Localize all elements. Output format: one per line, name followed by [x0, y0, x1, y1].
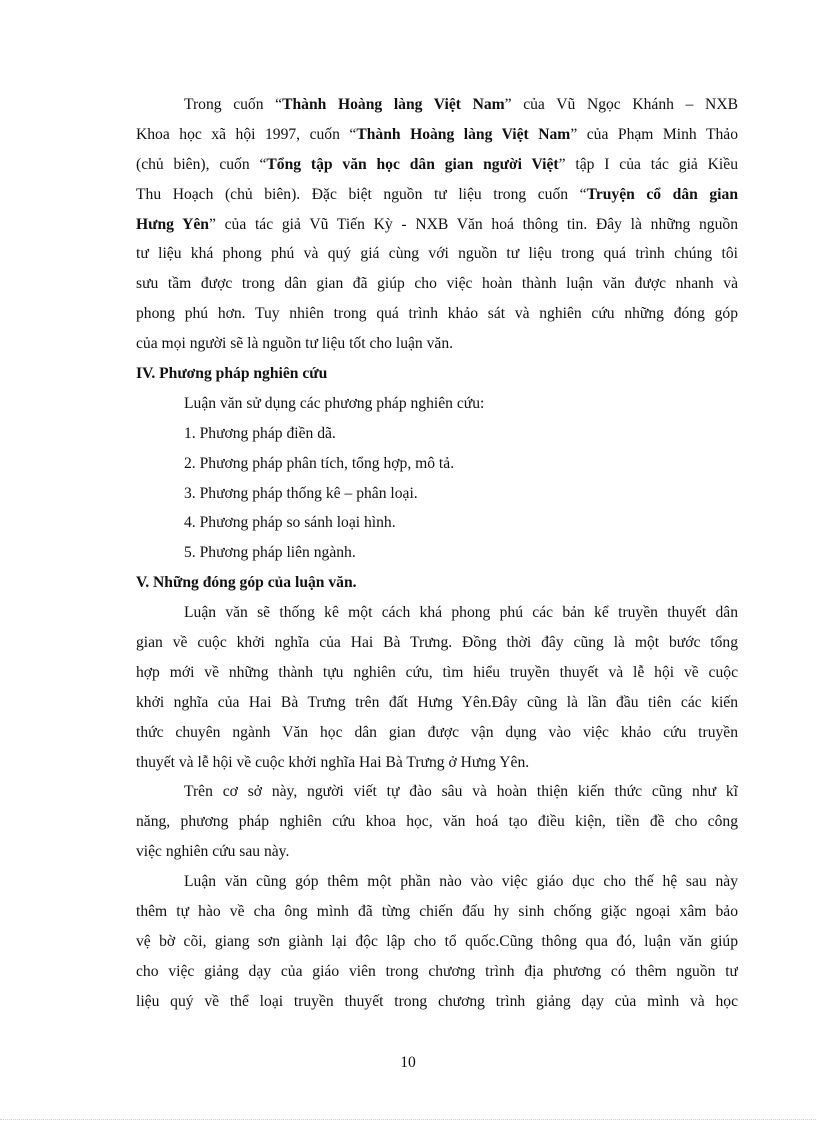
- method-item: 1. Phương pháp điền dã.: [184, 424, 336, 442]
- paragraph-line: thêm tự hào về cha ông mình đã từng chiến đấu hy sinh chống giặc ngoại xâm bảo: [136, 903, 738, 921]
- method-item: 4. Phương pháp so sánh loại hình.: [184, 514, 396, 532]
- paragraph-line: Trong cuốn “Thành Hoàng làng Việt Nam” của Vũ Ngọc Khánh – NXB: [184, 96, 738, 113]
- paragraph-line: việc nghiên cứu sau này.: [136, 843, 290, 861]
- paragraph-line: của mọi người sẽ là nguồn tư liệu tốt cho luận văn.: [136, 335, 454, 353]
- paragraph-line: liệu quý về thể loại truyền thuyết trong chương trình giảng dạy của mình và học: [136, 992, 738, 1010]
- method-item: 2. Phương pháp phân tích, tổng hợp, mô tả.: [184, 454, 455, 472]
- paragraph-line: Hưng Yên” của tác giả Vũ Tiến Kỳ - NXB Văn hoá thông tin. Đây là những nguồn: [136, 215, 738, 233]
- methods-intro: Luận văn sử dụng các phương pháp nghiên cứu:: [184, 394, 485, 412]
- page-bottom-divider: [0, 1119, 816, 1120]
- paragraph-line: Luận văn sẽ thống kê một cách khá phong phú các bản kể truyền thuyết dân: [184, 604, 738, 622]
- paragraph-line: Thu Hoạch (chủ biên). Đặc biệt nguồn tư liệu trong cuốn “Truyện cổ dân gian: [136, 185, 738, 203]
- paragraph-line: tư liệu khá phong phú và quý giá cùng với nguồn tư liệu trong quá trình chúng tôi: [136, 245, 738, 263]
- book-title: Truyện cổ dân gian: [586, 185, 738, 203]
- paragraph-line: Trên cơ sở này, người viết tự đào sâu và hoàn thiện kiến thức cũng như kĩ: [184, 783, 738, 801]
- paragraph-line: năng, phương pháp nghiên cứu khoa học, văn hoá tạo điều kiện, tiền đề cho công: [136, 813, 738, 831]
- paragraph-line: hợp mới về những thành tựu nghiên cứu, tìm hiểu truyền thuyết và lễ hội về cuộc: [136, 663, 738, 681]
- paragraph-line: khởi nghĩa của Hai Bà Trưng trên đất Hưng Yên.Đây cũng là lần đầu tiên các kiến: [136, 693, 738, 711]
- paragraph-line: vệ bờ cõi, giang sơn giành lại độc lập cho tổ quốc.Cũng thông qua đó, luận văn giúp: [136, 932, 738, 950]
- book-title: Hưng Yên: [136, 215, 209, 233]
- paragraph-line: Luận văn cũng góp thêm một phần nào vào việc giáo dục cho thế hệ sau này: [184, 873, 738, 891]
- section-heading-contributions: V. Những đóng góp của luận văn.: [136, 574, 357, 592]
- book-title: Thành Hoàng làng Việt Nam: [282, 96, 505, 113]
- paragraph-line: phong phú hơn. Tuy nhiên trong quá trình khảo sát và nghiên cứu những đóng góp: [136, 305, 738, 323]
- paragraph-line: sưu tầm được trong dân gian đã giúp cho việc hoàn thành luận văn được nhanh và: [136, 275, 738, 293]
- book-title: Tổng tập văn học dân gian người Việt: [266, 155, 559, 173]
- section-heading-methods: IV. Phương pháp nghiên cứu: [136, 365, 328, 383]
- paragraph-line: thức chuyên ngành Văn học dân gian được vận dụng vào việc khảo cứu truyền: [136, 723, 738, 741]
- paragraph-line: thuyết và lễ hội về cuộc khởi nghĩa Hai Bà Trưng ở Hưng Yên.: [136, 753, 530, 771]
- method-item: 5. Phương pháp liên ngành.: [184, 544, 356, 562]
- document-body: [136, 90, 738, 1017]
- page-number: 10: [400, 1054, 416, 1071]
- method-item: 3. Phương pháp thống kê – phân loại.: [184, 484, 418, 502]
- paragraph-line: cho việc giảng dạy của giáo viên trong chương trình địa phương có thêm nguồn tư: [136, 962, 738, 980]
- paragraph-line: Khoa học xã hội 1997, cuốn “Thành Hoàng làng Việt Nam” của Phạm Minh Thảo: [136, 125, 738, 143]
- paragraph-line: (chủ biên), cuốn “Tổng tập văn học dân gian người Việt” tập I của tác giả Kiều: [136, 155, 738, 173]
- book-title: Thành Hoàng làng Việt Nam: [356, 125, 571, 143]
- paragraph-line: gian về cuộc khởi nghĩa của Hai Bà Trưng. Đồng thời đây cũng là một bước tổng: [136, 634, 738, 652]
